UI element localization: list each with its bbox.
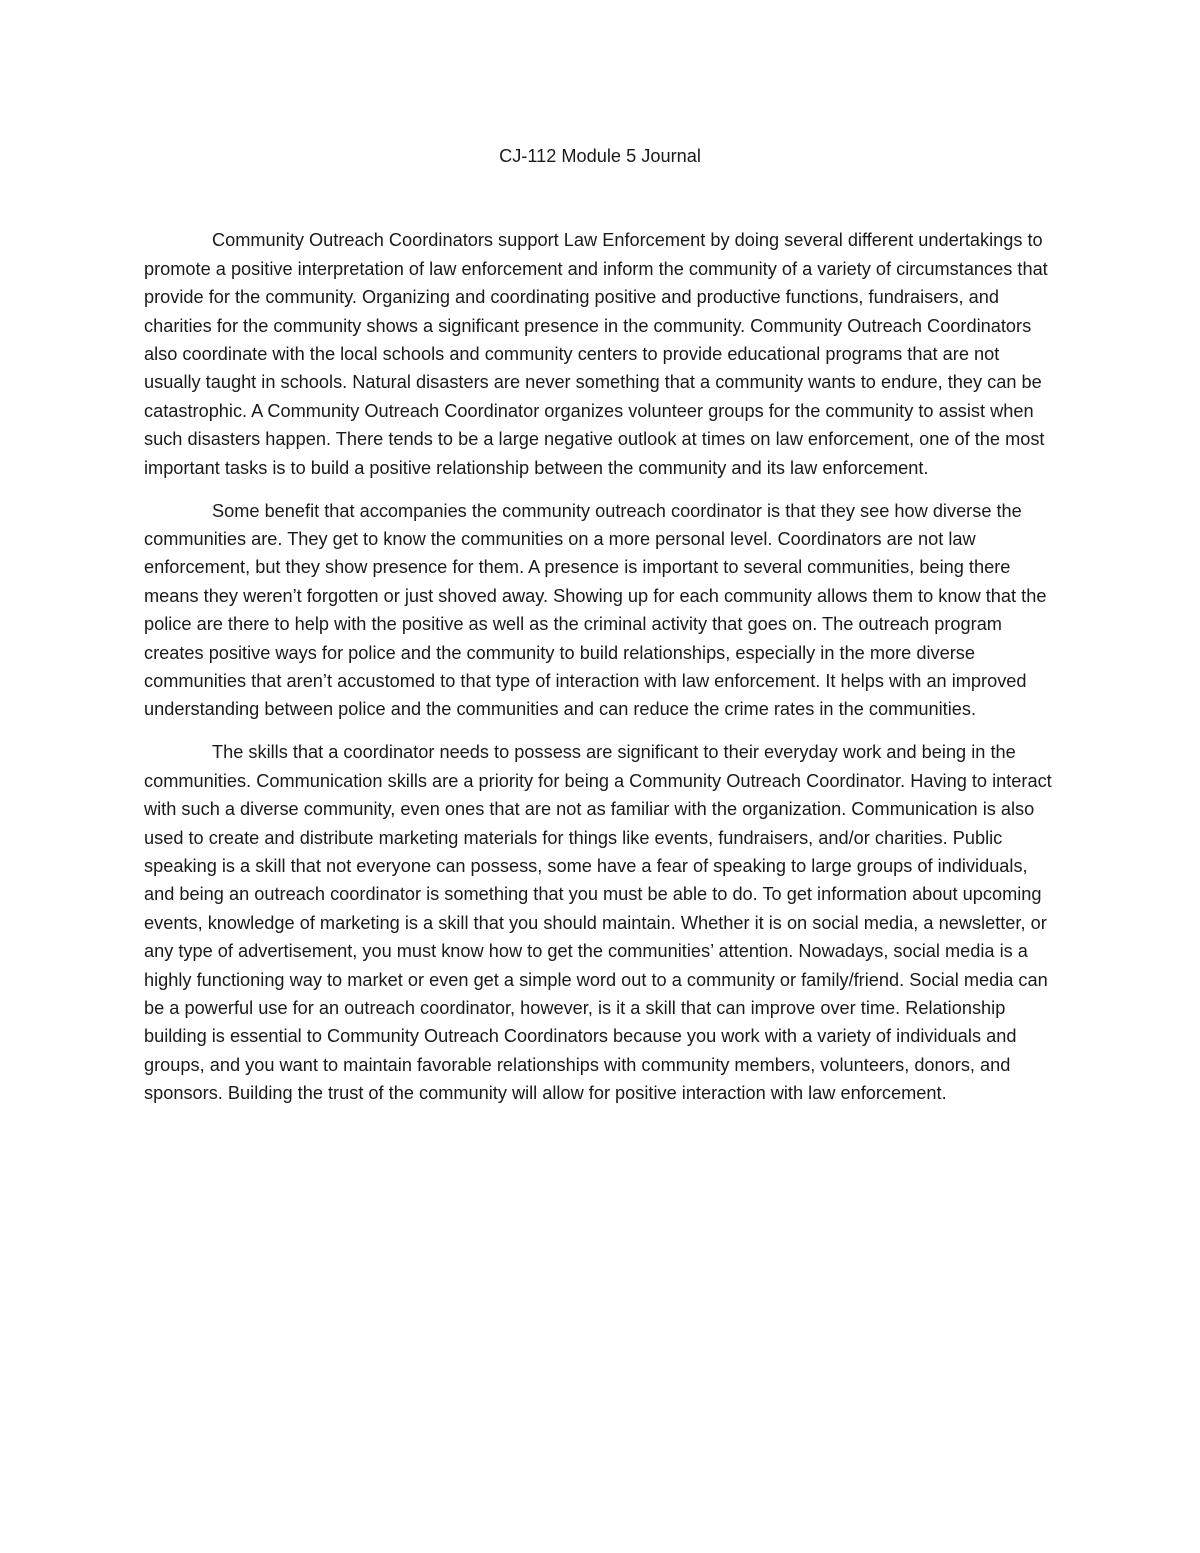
document-body <box>144 142 1056 1122</box>
paragraph-3: The skills that a coordinator needs to possess are significant to their everyday work and being in the communities. Communication skills are a priority for being a Community Outreach Coordinator. Having to interact with such a diverse community, even ones that are not as familiar with the organization. Communication is also used to create and distribute marketing materials for things like events, fundraisers, and/or charities. Public speaking is a skill that not everyone can possess, some have a fear of speaking to large groups of individuals, and being an outreach coordinator is something that you must be able to do. To get information about upcoming events, knowledge of marketing is a skill that you should maintain. Whether it is on social media, a newsletter, or any type of advertisement, you must know how to get the communities’ attention. Nowadays, social media is a highly functioning way to market or even get a simple word out to a community or family/friend. Social media can be a powerful use for an outreach coordinator, however, is it a skill that can improve over time. Relationship building is essential to Community Outreach Coordinators because you work with a variety of individuals and groups, and you want to maintain favorable relationships with community members, volunteers, donors, and sponsors. Building the trust of the community will allow for positive interaction with law enforcement. <box>144 742 1052 1104</box>
document-title: CJ-112 Module 5 Journal <box>499 146 701 166</box>
paragraph-1: Community Outreach Coordinators support Law Enforcement by doing several different undertakings to promote a positive interpretation of law enforcement and inform the community of a variety of circumstances that provide for the community. Organizing and coordinating positive and productive functions, fundraisers, and charities for the community shows a significant presence in the community. Community Outreach Coordinators also coordinate with the local schools and community centers to provide educational programs that are not usually taught in schools. Natural disasters are never something that a community wants to endure, they can be catastrophic. A Community Outreach Coordinator organizes volunteer groups for the community to assist when such disasters happen. There tends to be a large negative outlook at times on law enforcement, one of the most important tasks is to build a positive relationship between the community and its law enforcement. <box>144 230 1048 478</box>
paragraph-2: Some benefit that accompanies the community outreach coordinator is that they see how diverse the communities are. They get to know the communities on a more personal level. Coordinators are not law enforcement, but they show presence for them. A presence is important to several communities, being there means they weren’t forgotten or just shoved away. Showing up for each community allows them to know that the police are there to help with the positive as well as the criminal activity that goes on. The outreach program creates positive ways for police and the community to build relationships, especially in the more diverse communities that aren’t accustomed to that type of interaction with law enforcement. It helps with an improved understanding between police and the communities and can reduce the crime rates in the communities. <box>144 500 1047 720</box>
